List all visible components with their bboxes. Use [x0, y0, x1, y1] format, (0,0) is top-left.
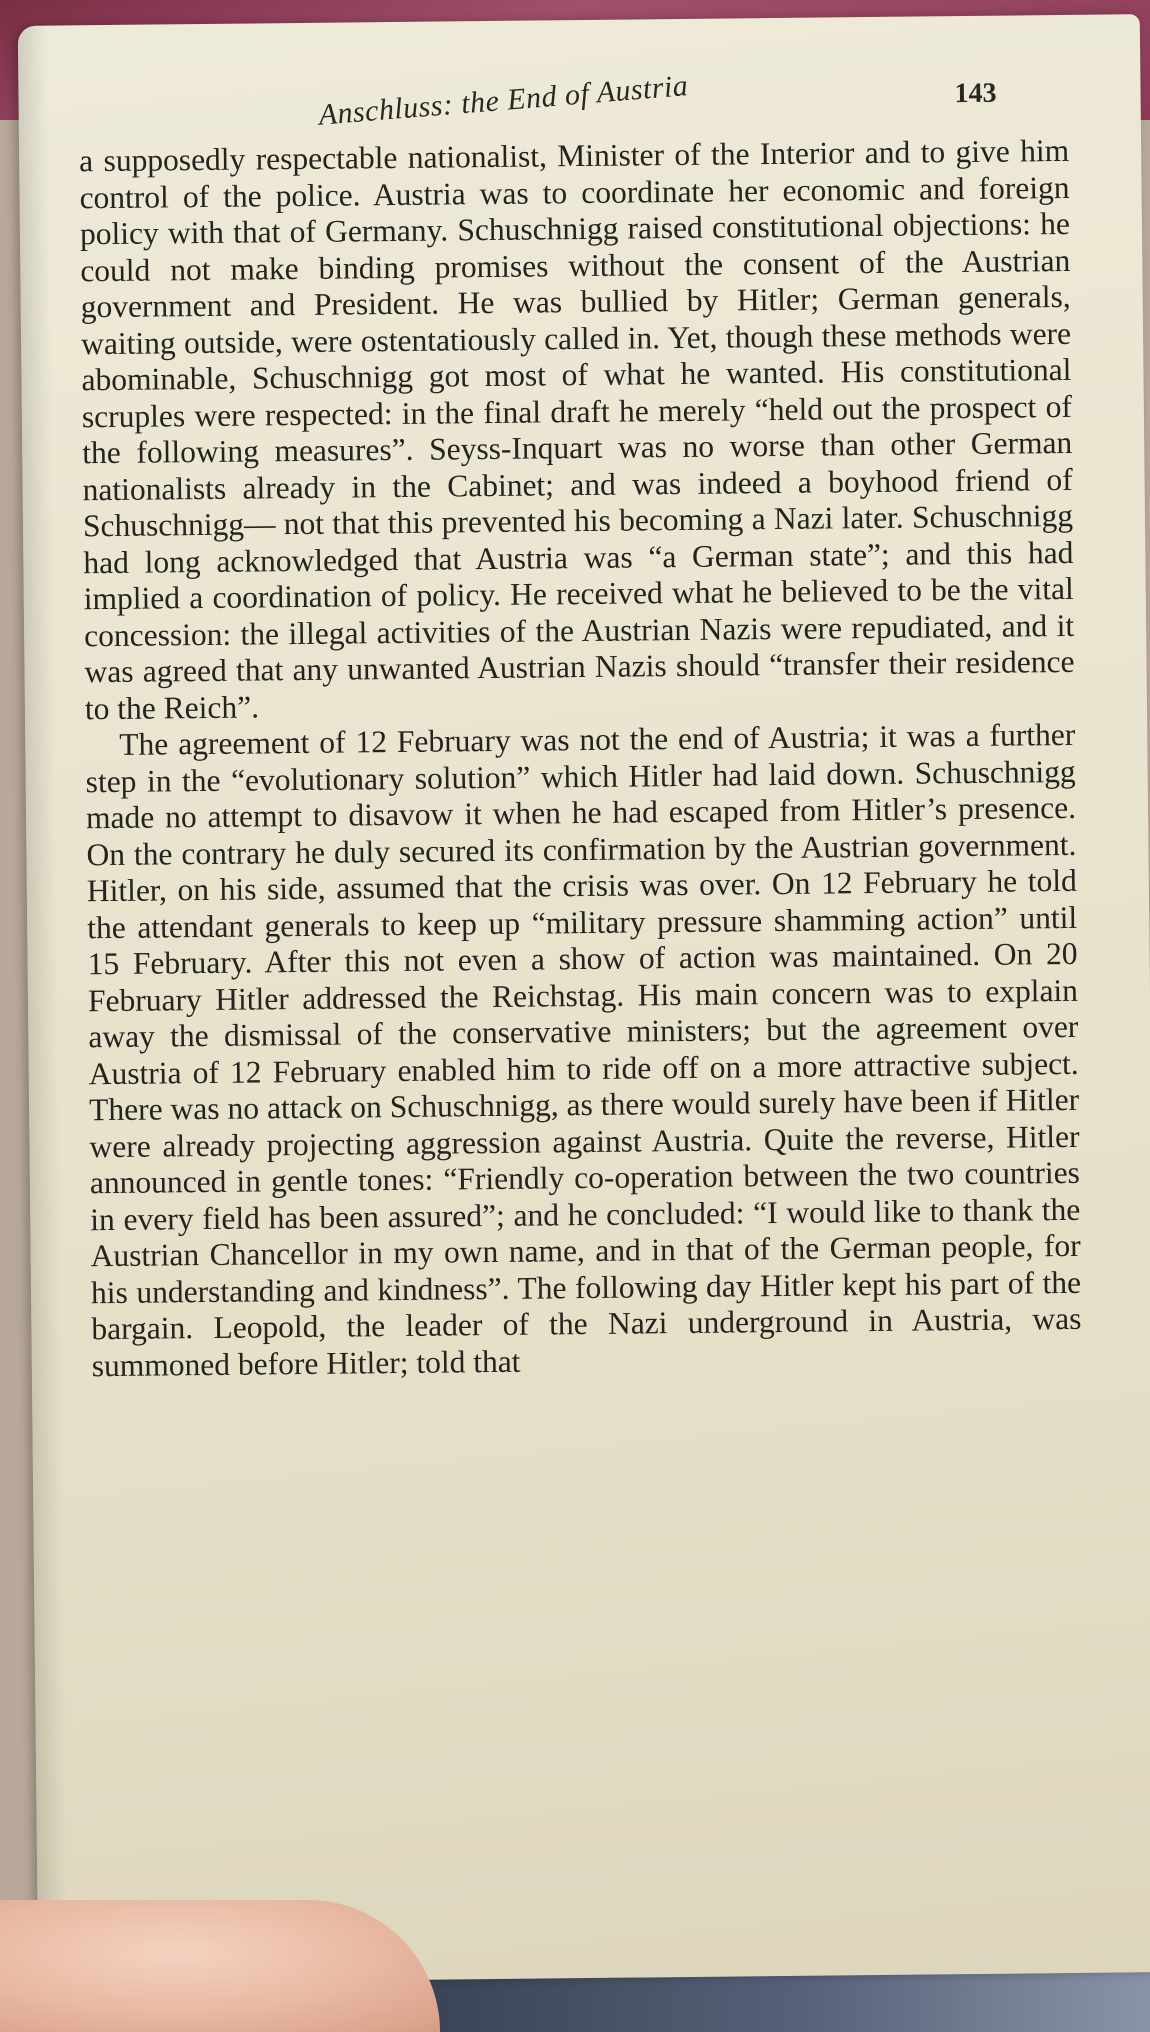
page-header: [18, 66, 1140, 132]
page-gutter-shadow: [18, 26, 69, 1984]
body-text: [79, 133, 1082, 1384]
page-number: 143: [954, 77, 997, 110]
book-page: [18, 14, 1150, 1984]
paragraph-2: The agreement of 12 February was not the end of Austria; it was a further step in the “evolutionary solution” which Hitler had laid down. Schuschnigg made no attempt to disavow it when he had escaped from Hitler’s presence. On the contrary he duly secured its confirmation by the Austrian government. Hitler, on his side, assumed that the crisis was over. On 12 February he told the attendant generals to keep up “military pressure shamming action” until 15 February. After this not even a show of action was maintained. On 20 February Hitler addressed the Reichstag. His main concern was to explain away the dismissal of the conservative ministers; but the agreement over Austria of 12 February enabled him to ride off on a more attractive subject. There was no attack on Schuschnigg, as there would surely have been if Hitler were already projecting aggression against Austria. Quite the reverse, Hitler announced in gentle tones: “Friendly co-operation between the two countries in every field has been assured”; and he concluded: “I would like to thank the Austrian Chancellor in my own name, and in that of the German people, for his understanding and kindness”. The following day Hitler kept his part of the bargain. Leopold, the leader of the Nazi underground in Austria, was summoned before Hitler; told that: [85, 716, 1082, 1383]
thumb: [0, 1900, 440, 2032]
paragraph-1: a supposedly respectable nationalist, Minister of the Interior and to give him control of the police. Austria was to coordinate her economic and foreign policy with that of Germany. Schuschnigg raised constitutional objections: he could not make binding promises without the consent of the Austrian government and President. He was bullied by Hitler; German generals, waiting outside, were ostentatiously called in. Yet, though these methods were abominable, Schuschnigg got most of what he wanted. His constitutional scruples were respected: in the final draft he merely “held out the prospect of the following measures”. Seyss-Inquart was no worse than other German nationalists already in the Cabinet; and was indeed a boyhood friend of Schuschnigg— not that this prevented his becoming a Nazi later. Schuschnigg had long acknowledged that Austria was “a German state”; and this had implied a coordination of policy. He received what he believed to be the vital concession: the illegal activities of the Austrian Nazis were repudiated, and it was agreed that any unwanted Austrian Nazis should “transfer their residence to the Reich”.: [79, 132, 1075, 726]
running-title: Anschluss: the End of Austria: [317, 69, 690, 132]
